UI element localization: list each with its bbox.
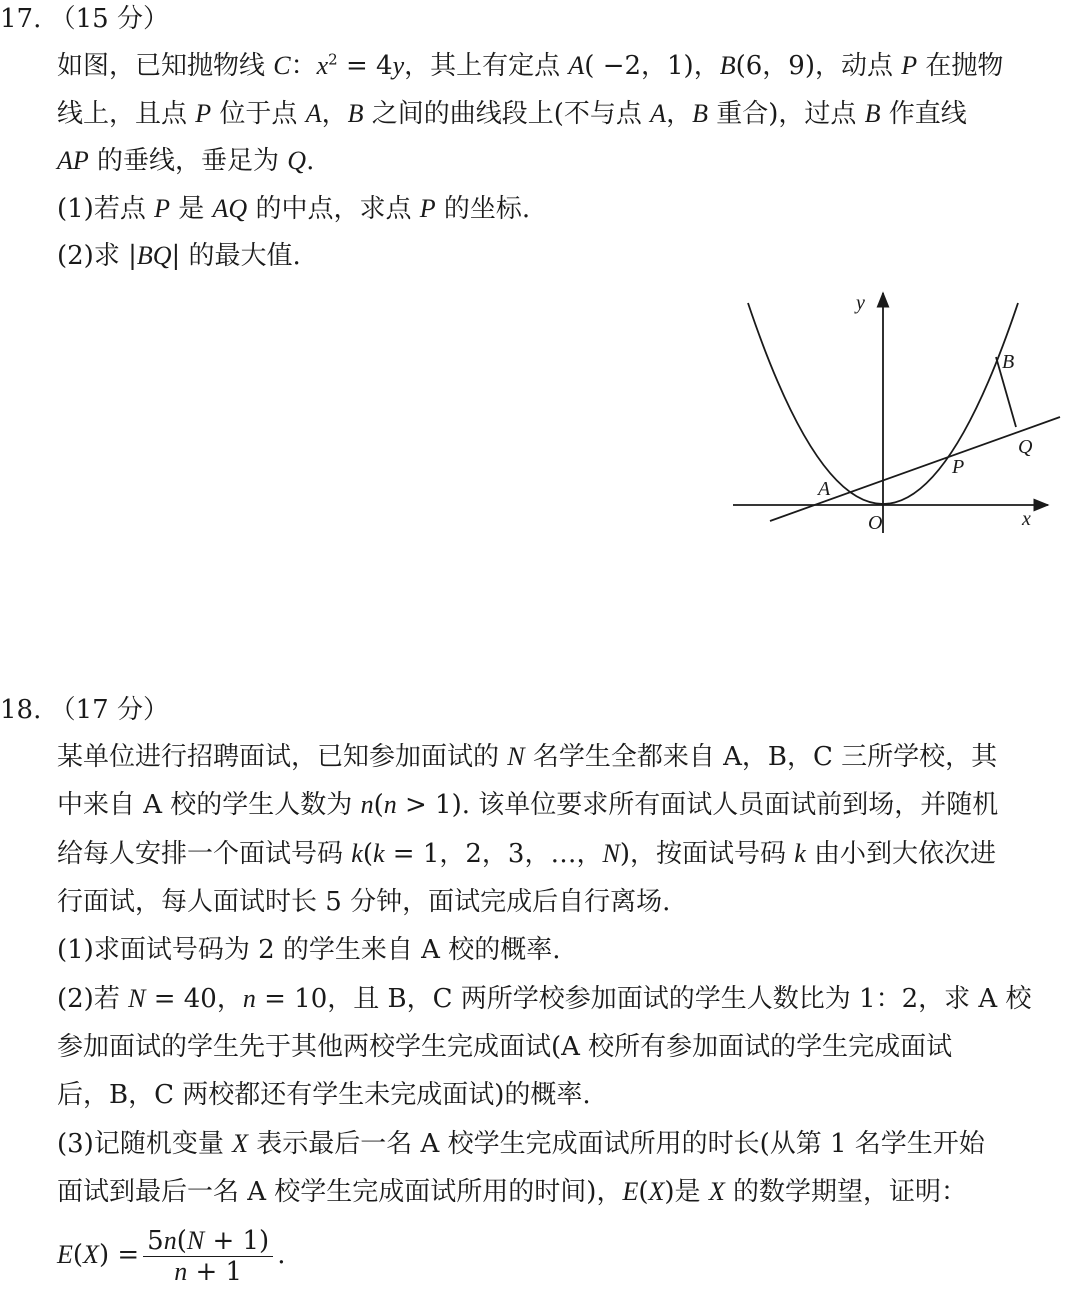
- q18-stem-line-2: [57, 788, 998, 822]
- math-var: y: [392, 51, 405, 80]
- label-B: B: [1002, 351, 1015, 373]
- text: + 1): [204, 1225, 270, 1256]
- text: 给每人安排一个面试号码: [57, 839, 352, 869]
- q17-part-1: [57, 192, 530, 226]
- text: + 1: [187, 1256, 243, 1287]
- text: 的数学期望，证明：: [724, 1177, 967, 1207]
- text: (2)求 |: [57, 241, 137, 271]
- q18-formula: [57, 1225, 285, 1287]
- text: )，按面试号码: [619, 839, 795, 869]
- text: 位于点: [211, 99, 306, 129]
- label-P: P: [952, 456, 965, 478]
- q18-stem-line-3: [57, 837, 996, 871]
- math-var: n: [383, 790, 397, 819]
- math-var: x: [316, 51, 329, 80]
- question-18-header: [0, 693, 169, 727]
- q18-stem-line-1: [57, 740, 997, 774]
- math-var: AP: [57, 146, 89, 175]
- label-A: A: [818, 478, 831, 500]
- q18-part-2-line-1: [57, 982, 1031, 1016]
- q18-part-3-line-1: [57, 1127, 985, 1161]
- math-var: n: [242, 984, 256, 1013]
- q17-stem-line-1: [57, 49, 1003, 83]
- text: 如图，已知抛物线: [57, 51, 274, 81]
- math-var: X: [708, 1177, 725, 1206]
- question-number: 17.: [0, 4, 42, 34]
- math-var: k: [794, 839, 806, 868]
- q18-part-1: (1)求面试号码为 2 的学生来自 A 校的概率.: [57, 935, 561, 965]
- text: (: [72, 1240, 84, 1270]
- math-var: k: [351, 839, 363, 868]
- math-var: AQ: [212, 194, 248, 223]
- text: (: [362, 839, 373, 869]
- text: 的垂线，垂足为: [88, 146, 288, 176]
- text: 作直线: [880, 99, 967, 129]
- text: 5: [147, 1225, 164, 1256]
- text: (: [176, 1225, 187, 1256]
- text: ( −2，1)，: [584, 51, 720, 81]
- math-var: X: [648, 1177, 665, 1206]
- text: > 1). 该单位要求所有面试人员面试前到场，并随机: [396, 790, 999, 820]
- text: ，: [666, 99, 693, 129]
- math-var: P: [195, 99, 212, 128]
- q18-stem-line-4: 行面试，每人面试时长 5 分钟，面试完成后自行离场.: [57, 887, 671, 917]
- q17-part-2: [57, 239, 301, 273]
- math-var: A: [568, 51, 585, 80]
- q18-part-3-line-2: [57, 1175, 967, 1209]
- math-var: BQ: [136, 241, 172, 270]
- text: 某单位进行招聘面试，已知参加面试的: [57, 742, 508, 772]
- question-score: （15 分）: [49, 4, 169, 34]
- fraction-denominator: [143, 1257, 273, 1287]
- text: (1)若点: [57, 194, 155, 224]
- math-var: N: [186, 1225, 205, 1255]
- math-var: B: [864, 99, 881, 128]
- question-17-header: [0, 2, 169, 36]
- math-var: P: [154, 194, 170, 223]
- math-var: X: [83, 1240, 99, 1269]
- text: = 10，且 B，C 两所学校参加面试的学生人数比为 1：2，求 A 校: [255, 984, 1032, 1014]
- math-var: C: [273, 51, 291, 80]
- fraction: [143, 1226, 273, 1287]
- text: = 4: [337, 51, 393, 81]
- text: 由小到大依次进: [805, 839, 997, 869]
- text: 是: [170, 194, 213, 224]
- text: 重合)，过点: [707, 99, 865, 129]
- text: 线上，且点: [57, 99, 196, 129]
- label-Q: Q: [1018, 436, 1033, 458]
- math-var: N: [128, 984, 146, 1013]
- math-var: X: [232, 1129, 248, 1158]
- label-O: O: [868, 512, 883, 534]
- text: 的中点，求点: [247, 194, 420, 224]
- text: (: [638, 1177, 649, 1207]
- math-var: P: [901, 51, 918, 80]
- text: (2)若: [57, 984, 129, 1014]
- text: .: [306, 146, 315, 176]
- q17-figure: [728, 285, 1068, 535]
- text: 在抛物: [917, 51, 1004, 81]
- text: = 40，: [145, 984, 243, 1014]
- math-var: B: [719, 51, 736, 80]
- text: ：: [290, 51, 317, 81]
- label-x: x: [1022, 508, 1031, 530]
- text: | 的最大值.: [171, 241, 301, 271]
- text: ) =: [98, 1240, 140, 1270]
- q18-part-2-line-2: 参加面试的学生先于其他两校学生完成面试(A 校所有参加面试的学生完成面试: [57, 1032, 953, 1062]
- math-var: n: [163, 1225, 177, 1255]
- question-score: （17 分）: [49, 695, 169, 725]
- text: .: [277, 1240, 286, 1270]
- text: )是: [664, 1177, 709, 1207]
- q18-part-2-line-3: 后，B，C 两校都还有学生未完成面试)的概率.: [57, 1080, 591, 1110]
- label-y: y: [856, 292, 865, 314]
- math-var: A: [305, 99, 322, 128]
- math-var: Q: [287, 146, 307, 175]
- math-var: E: [622, 1177, 639, 1206]
- math-var: N: [602, 839, 620, 868]
- math-exponent: 2: [328, 50, 338, 69]
- text: 名学生全都来自 A，B，C 三所学校，其: [524, 742, 998, 772]
- text: 表示最后一名 A 校学生完成面试所用的时长(从第 1 名学生开始: [248, 1129, 985, 1159]
- text: 中来自 A 校的学生人数为: [57, 790, 361, 820]
- math-var: B: [347, 99, 364, 128]
- math-var: n: [174, 1256, 188, 1286]
- text: (6，9)，动点: [735, 51, 902, 81]
- text: 的坐标.: [435, 194, 531, 224]
- q17-stem-line-2: [57, 97, 967, 131]
- math-var: N: [507, 742, 525, 771]
- math-var: n: [360, 790, 374, 819]
- math-var: P: [419, 194, 436, 223]
- text: (: [373, 790, 384, 820]
- math-var: A: [650, 99, 667, 128]
- text: 面试到最后一名 A 校学生完成面试所用的时间)，: [57, 1177, 623, 1207]
- question-number: 18.: [0, 695, 42, 725]
- text: ，: [321, 99, 348, 129]
- text: = 1，2，3，…，: [384, 839, 603, 869]
- text: ，其上有定点: [404, 51, 569, 81]
- math-var: k: [372, 839, 385, 868]
- fraction-numerator: [143, 1226, 273, 1257]
- text: (3)记随机变量: [57, 1129, 233, 1159]
- text: 之间的曲线段上(不与点: [363, 99, 651, 129]
- math-var: B: [692, 99, 708, 128]
- q17-stem-line-3: [57, 144, 314, 178]
- math-var: E: [57, 1240, 73, 1269]
